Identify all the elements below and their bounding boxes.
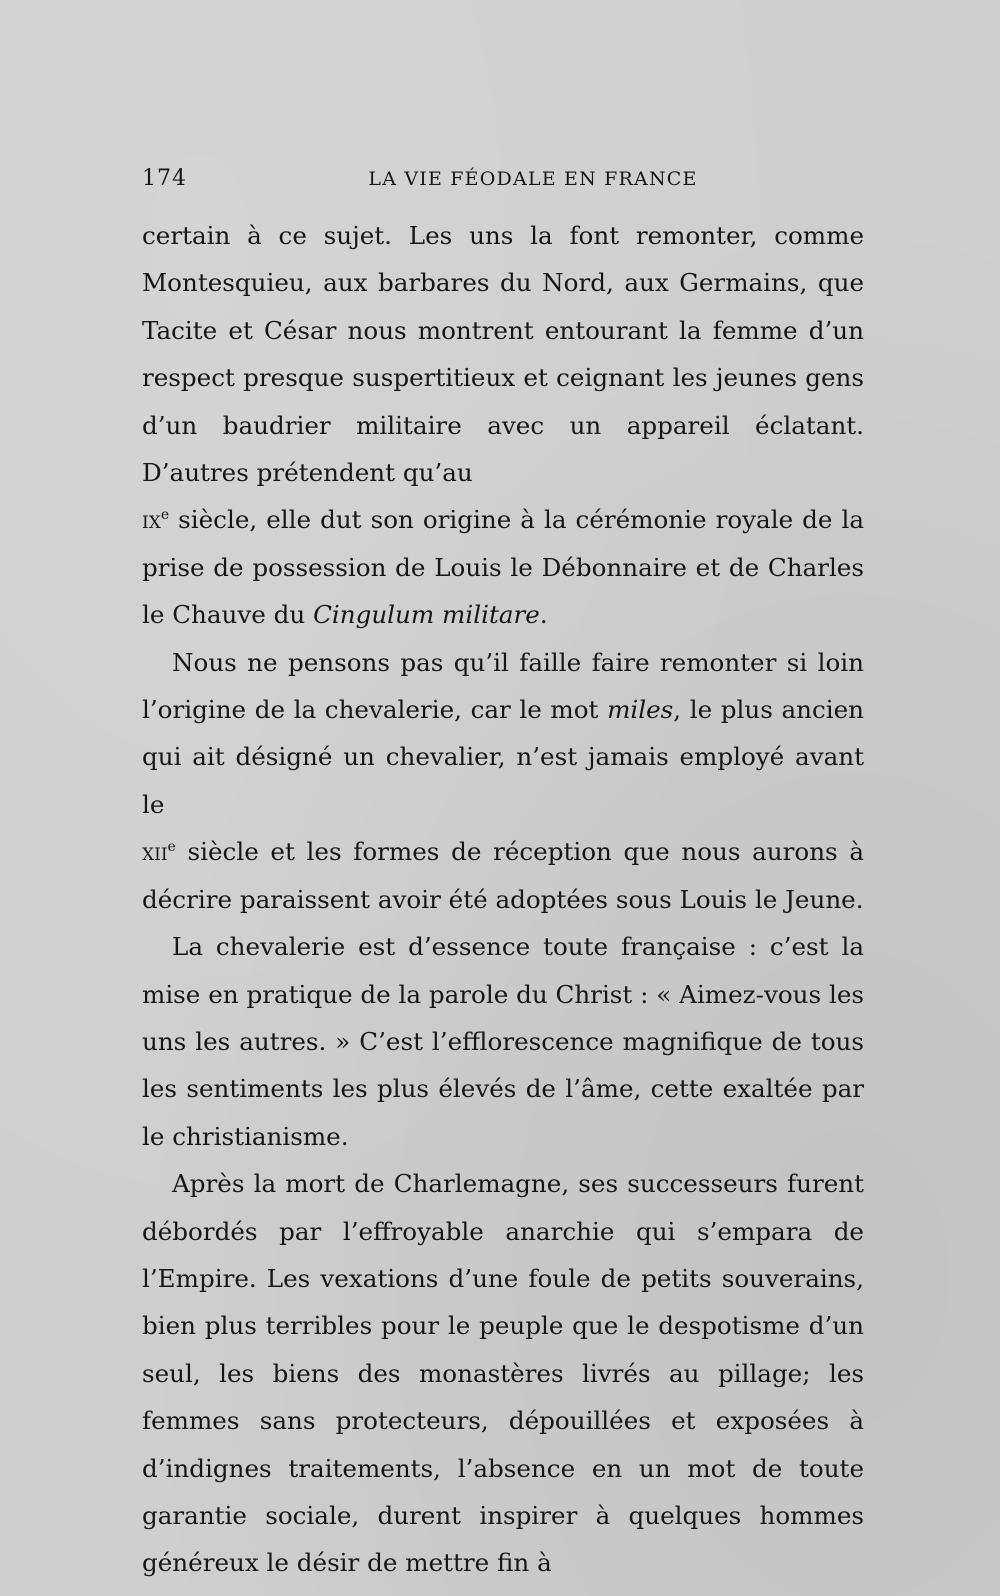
- paragraph-1-text-b: siècle, elle dut son origine à la cérémonie royale de la prise de possession de Louis le Débonnaire et de Charles le Chauve du: [142, 505, 864, 630]
- running-title: LA VIE FÉODALE EN FRANCE: [368, 168, 698, 190]
- paragraph-2: [142, 639, 864, 923]
- miles-italic: miles: [607, 695, 674, 725]
- cingulum-militare-italic: Cingulum militare: [313, 600, 540, 630]
- century-ix-superscript: e: [160, 507, 170, 524]
- paragraph-4: Après la mort de Charlemagne, ses successeurs furent débordés par l’effroyable anarchie qui s’empara de l’Empire. Les vexations d’une foule de petits souverains, bien plus terribles pour le peuple que le despotisme d’un seul, les biens des monastères livrés au pillage; les femmes sans protecteurs, dépouillées et exposées à d’indignes traitements, l’absence en un mot de toute garantie sociale, durent inspirer à quelques hommes généreux le désir de mettre fin à: [142, 1169, 864, 1578]
- century-xii: xii: [142, 837, 168, 867]
- running-head: [142, 166, 864, 196]
- page-number: 174: [142, 166, 187, 191]
- paragraph-1-text-a: certain à ce sujet. Les uns la font remonter, comme Montesquieu, aux barbares du Nord, aux Germains, que Tacite et César nous montrent entourant la femme d’un respect presque suspertitieux et ceignant les jeunes gens d’un baudrier militaire avec un appareil éclatant. D’autres prétendent qu’au: [142, 221, 864, 488]
- body-text: [142, 212, 864, 1587]
- paragraph-2-text-c: siècle et les formes de réception que nous aurons à décrire paraissent avoir été adoptées sous Louis le Jeune.: [142, 837, 864, 914]
- paragraph-3: La chevalerie est d’essence toute française : c’est la mise en pratique de la parole du Christ : « Aimez-vous les uns les autres. » C’est l’efflorescence magnifique de tous les sentiments les plus élevés de l’âme, cette exaltée par le christianisme.: [142, 932, 864, 1151]
- paragraph-1: [142, 212, 864, 639]
- paragraph-2-text-b: , le plus ancien qui ait désigné un chevalier, n’est jamais employé avant le: [142, 695, 865, 819]
- century-xii-superscript: e: [167, 839, 176, 856]
- paragraph-2-text-a: Nous ne pensons pas qu’il faille faire remonter si loin l’origine de la chevalerie, car le mot: [142, 647, 864, 725]
- century-ix: ix: [142, 505, 161, 535]
- paragraph-1-end: .: [539, 600, 548, 630]
